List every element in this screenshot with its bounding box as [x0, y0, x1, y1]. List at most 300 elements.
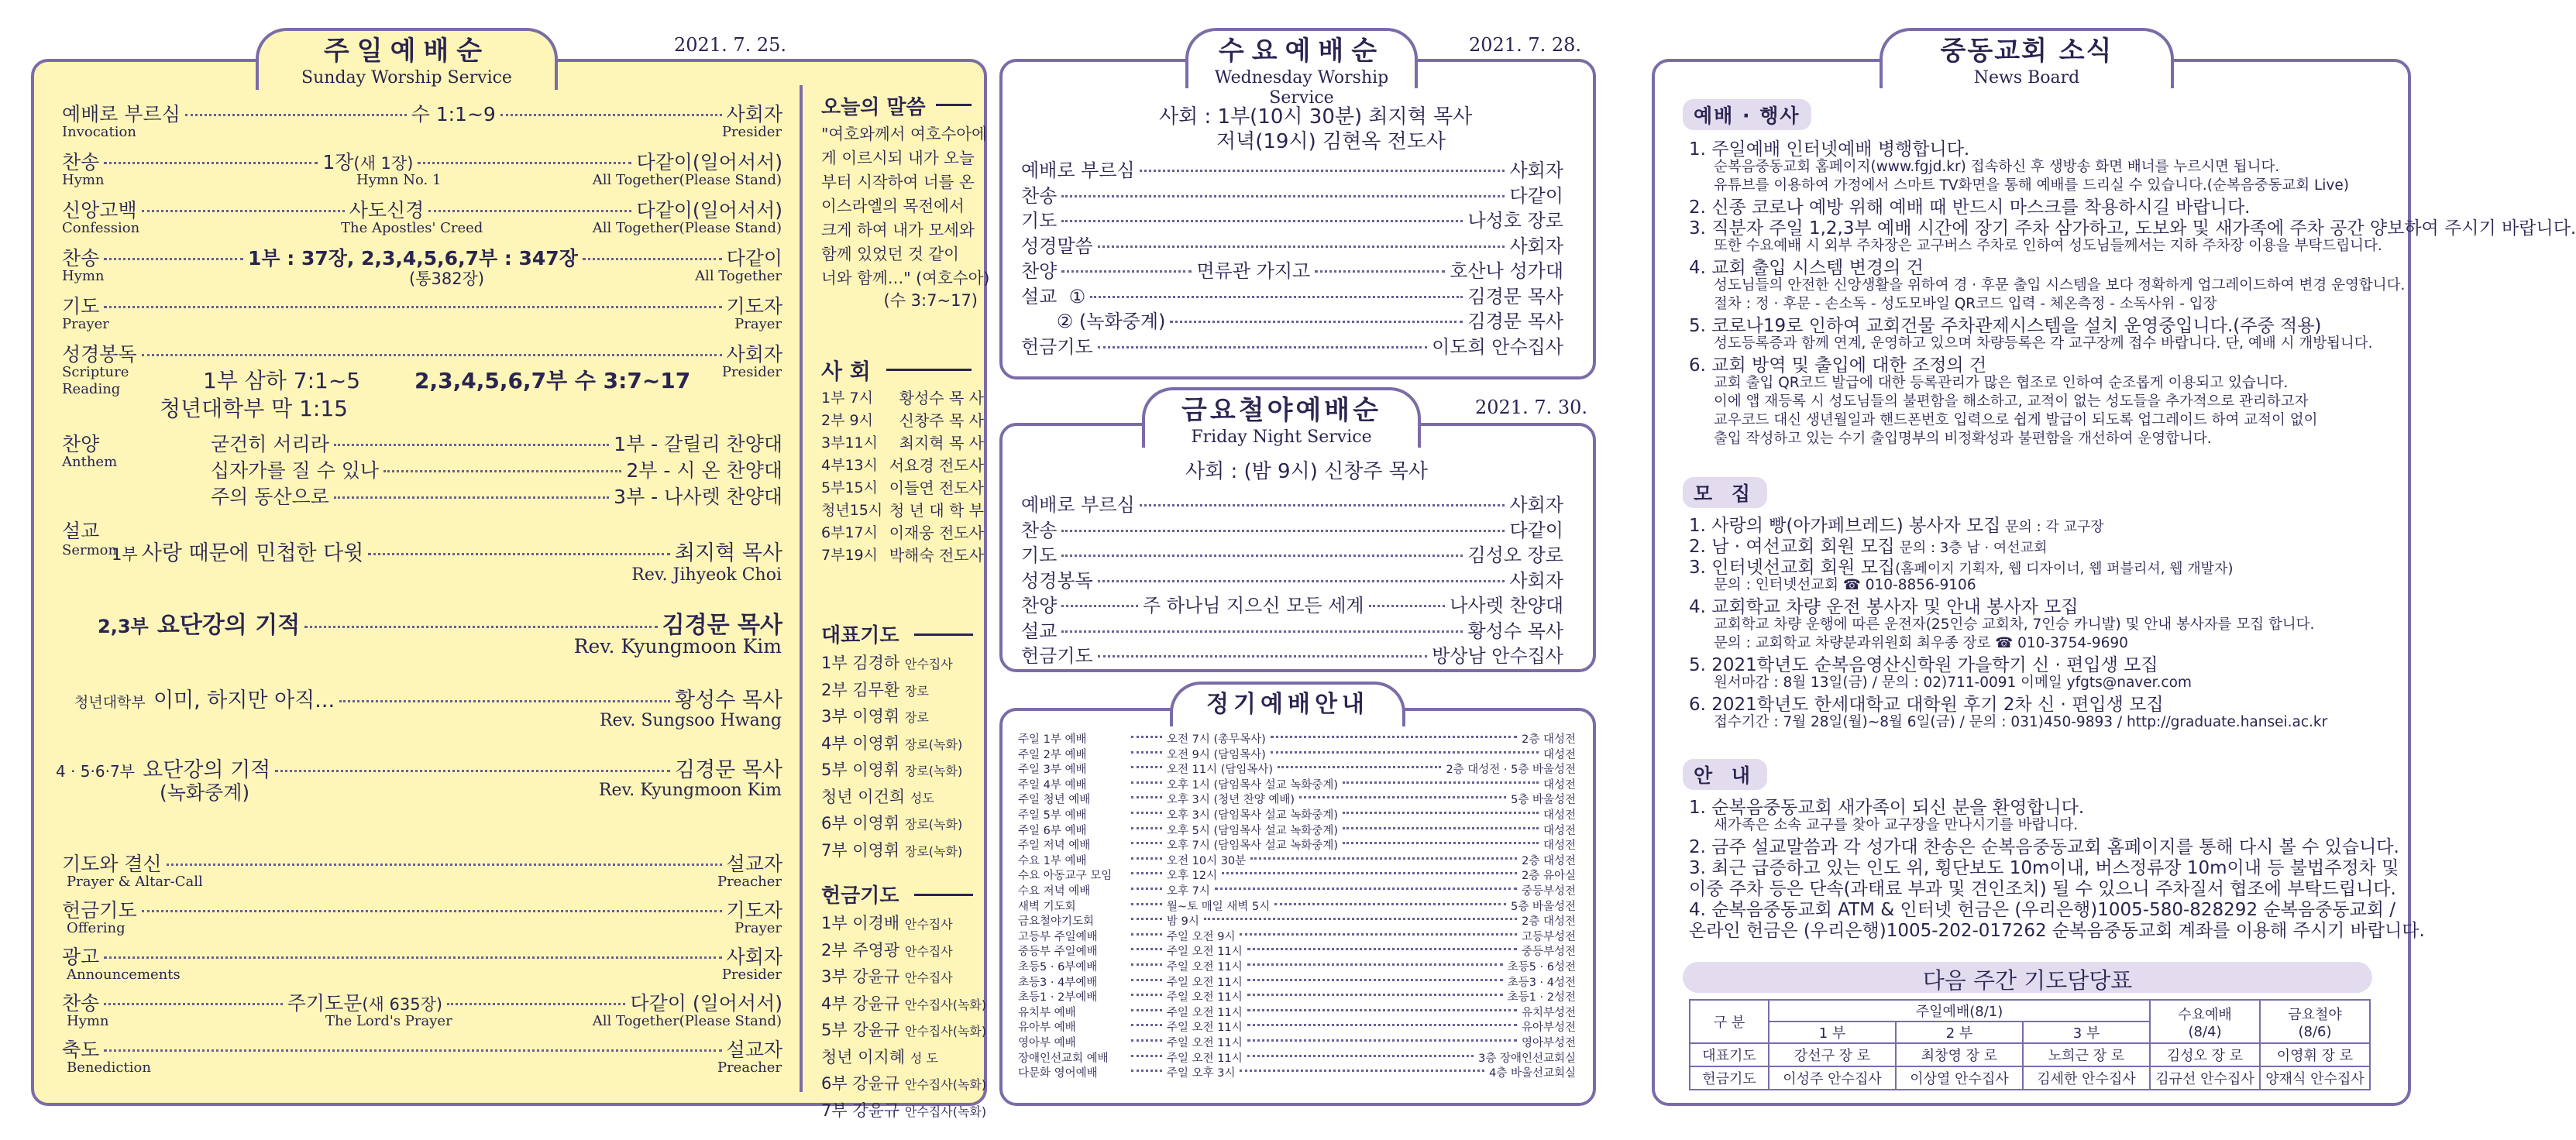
- mc-name: 황성수 목 사: [899, 389, 984, 407]
- rep-prayer-row: [821, 838, 988, 865]
- prayer-role: 안수집사(녹화): [904, 1024, 987, 1039]
- schedule-cell: 이영휘 장 로: [2260, 1043, 2370, 1066]
- prayer-role: 성도: [910, 790, 934, 805]
- rep-prayer-list: [821, 651, 988, 864]
- sunday-divider: [800, 85, 803, 1092]
- sermon-broadcast-note: (녹화중계): [160, 781, 250, 804]
- dot-leader: [1131, 842, 1162, 844]
- news-item-detail: 교회 출입 QR코드 발급에 대한 등록관리가 많은 협조로 인하여 순조롭게 이용되고 있습니다.: [1714, 375, 2289, 391]
- dot-leader: [1131, 979, 1162, 981]
- prayer-role: 장로(녹화): [904, 764, 963, 778]
- prayer-name: 강윤규: [852, 1074, 900, 1093]
- dot-leader: [1098, 346, 1427, 349]
- anthem-row-2: [211, 455, 782, 483]
- sermon-en: Sermon: [62, 542, 118, 558]
- regular-service-row: [1018, 733, 1576, 748]
- news-item-detail: 문의 : 인터넷선교회 ☎ 010-8856-9106: [1714, 577, 1976, 593]
- friday-mc: 사회 : (밤 9시) 신창주 목사: [1185, 460, 1428, 483]
- service-time: 주일 오전 11시: [1167, 1052, 1243, 1065]
- order-role: 다같이 (일어서서): [630, 992, 782, 1015]
- schedule-cell: 이상열 안수집사: [1896, 1066, 2023, 1090]
- todays-word-line: "여호와께서 여호수아에: [821, 125, 987, 143]
- order-label: 찬송: [1021, 184, 1058, 207]
- prayer-role: 안수집사: [904, 970, 953, 985]
- prayer-role: 안수집사: [904, 943, 953, 959]
- dot-leader: [583, 258, 722, 260]
- order-role: 기도자: [726, 899, 782, 922]
- order-offering: [62, 895, 782, 923]
- section-label-recruit: 모 집: [1683, 477, 1767, 508]
- title-rule: [914, 634, 973, 636]
- prayer-name: 강윤규: [852, 994, 900, 1013]
- prayer-role: 안수집사(녹화): [904, 1077, 987, 1092]
- order-label: 찬송: [62, 247, 100, 270]
- service-time: 주일 오전 11시: [1167, 1022, 1243, 1035]
- sunday-date: 2021. 7. 25.: [674, 34, 787, 56]
- sunday-subtitle: Sunday Worship Service: [301, 68, 512, 88]
- order-role: 황성수 목사: [1467, 620, 1563, 642]
- schedule-title: 다음 주간 기도담당표: [1922, 967, 2133, 994]
- scripture-part2: 2,3,4,5,6,7부 수 3:7~17: [414, 368, 691, 393]
- prayer-part: 4부: [821, 733, 848, 753]
- regular-service-row: [1018, 884, 1576, 900]
- service-time: 주일 오전 11시: [1167, 991, 1243, 1004]
- service-time: 오후 12시: [1167, 870, 1218, 883]
- service-name: 다문화 영어예배: [1018, 1067, 1098, 1080]
- order-role-en: All Together(Please Stand): [592, 220, 782, 236]
- dot-leader: [1061, 530, 1505, 532]
- fri-order-row: [1021, 640, 1563, 668]
- wednesday-mc-2: 저녁(19시) 김현옥 전도사: [1216, 130, 1446, 153]
- wednesday-title: 수요예배순: [1218, 36, 1385, 67]
- news-item-text: 4. 순복음중동교회 ATM & 인터넷 헌금은 (우리은행)1005-580-828292 순복음중동교회 /: [1689, 900, 2395, 920]
- news-item-text: 온라인 헌금은 (우리은행)1005-202-017262 순복음중동교회 계좌를 이용해 주시기 바랍니다.: [1689, 921, 2425, 941]
- service-name: 수요 1부 예배: [1018, 854, 1087, 867]
- dot-leader: [104, 306, 721, 308]
- order-label: 신앙고백: [62, 199, 137, 221]
- mc-title: 사 회: [821, 359, 871, 384]
- sermon-pastor-en: Rev. Sungsoo Hwang: [599, 711, 782, 730]
- order-en: Announcements: [67, 967, 181, 983]
- order-label: 찬양: [1021, 260, 1058, 282]
- prayer-name: 이지혜: [858, 1047, 906, 1066]
- order-role: 사회자: [726, 103, 782, 125]
- mc-row: [821, 387, 984, 410]
- schedule-cell: 이성주 안수집사: [1769, 1066, 1896, 1090]
- schedule-part: 2 부: [1896, 1022, 2023, 1043]
- news-item-detail: 성도등록증과 함께 연계, 운영하고 있으며 차량등록은 각 교구장께 접수 바랍니다. 단, 예배 시 개방됩니다.: [1714, 335, 2373, 352]
- wednesday-subtitle: Wednesday Worship Service: [1214, 68, 1389, 108]
- dot-leader: [1240, 1070, 1484, 1072]
- order-text-sub: (새 635장): [362, 995, 443, 1014]
- regular-service-row: [1018, 1066, 1576, 1082]
- service-name: 영아부 예배: [1018, 1037, 1076, 1049]
- dot-leader: [1061, 605, 1138, 607]
- prayer-role: 장로(녹화): [904, 817, 963, 832]
- offering-prayer-row: [821, 1098, 988, 1125]
- order-label: 기도: [62, 295, 100, 318]
- service-name: 새벽 기도회: [1018, 900, 1076, 913]
- prayer-part: 7부: [821, 840, 848, 860]
- service-name: 주일 3부 예배: [1018, 764, 1087, 777]
- order-role: 설교자: [726, 1039, 782, 1061]
- mc-time: 1부 7시: [821, 390, 873, 407]
- prayer-name: 이영휘: [852, 840, 900, 860]
- dot-leader: [1098, 246, 1505, 248]
- news-item-detail: 교우코드 대신 생년월일과 핸드폰번호 입력으로 쉽게 발급이 되도록 업그레이드 하여 교적이 없이: [1714, 412, 2318, 428]
- dot-leader: [1131, 766, 1162, 768]
- order-lords-prayer: [62, 988, 782, 1016]
- sermon-title: 이미, 하지만 아직...: [153, 688, 335, 712]
- prayer-name: 강윤규: [852, 1021, 900, 1039]
- service-place: 유치부성전: [1521, 1006, 1576, 1019]
- service-place: 3층 장애인선교회실: [1478, 1052, 1576, 1065]
- order-hymn1: [62, 147, 782, 175]
- regular-service-row: [1018, 809, 1576, 824]
- dot-leader: [1061, 270, 1192, 273]
- service-name: 주일 6부 예배: [1018, 824, 1087, 837]
- order-label: 설교 ①: [1021, 285, 1086, 307]
- schedule-header-fri: [2260, 1000, 2370, 1043]
- regular-service-row: [1018, 960, 1576, 976]
- order-role: 김경문 목사: [1467, 285, 1563, 307]
- prayer-role: 성 도: [910, 1050, 938, 1066]
- dot-leader: [1131, 948, 1162, 950]
- dot-leader: [1131, 1024, 1162, 1026]
- order-label: 찬송: [62, 151, 100, 173]
- prayer-part: 6부: [821, 814, 848, 833]
- regular-service-row: [1018, 763, 1576, 778]
- dot-leader: [1240, 933, 1516, 936]
- dot-leader: [1369, 605, 1446, 607]
- service-time: 주일 오전 11시: [1167, 976, 1243, 989]
- prayer-part: 4부: [821, 994, 848, 1013]
- order-text: 1부 : 37장, 2,3,4,5,6,7부 : 347장: [248, 247, 578, 270]
- service-time: 주일 오전 11시: [1167, 946, 1243, 959]
- service-time: 오후 1시 (담임목사 설교 녹화중계): [1167, 778, 1339, 791]
- dot-leader: [104, 258, 243, 260]
- order-text: 수 1:1~9: [411, 103, 496, 125]
- dot-leader: [142, 354, 722, 356]
- dot-leader: [1131, 796, 1162, 798]
- regular-service-row: [1018, 900, 1576, 915]
- mc-name: 신창주 목 사: [899, 411, 984, 430]
- order-role: 기도자: [726, 295, 782, 318]
- offering-prayer-title: 헌금기도: [821, 884, 899, 908]
- dot-leader: [418, 162, 631, 164]
- news-item-detail: 또한 수요예배 시 외부 주차장은 교구버스 주차로 인하여 성도님들께서는 지하 주차장 이용을 부탁드립니다.: [1714, 238, 2382, 254]
- offering-prayer-row: [821, 1071, 988, 1098]
- sermon-pastor-en: Rev. Kyungmoon Kim: [598, 781, 782, 800]
- schedule-wed-date: (8/4): [2188, 1023, 2222, 1040]
- prayer-role: 장로(녹화): [904, 737, 963, 752]
- service-name: 수요 저녁 예배: [1018, 885, 1091, 898]
- prayer-part: 1부: [821, 914, 848, 932]
- order-en: Benediction: [67, 1059, 151, 1076]
- order-role-en: Presider: [721, 364, 782, 380]
- order-label: 성경봉독: [62, 343, 137, 366]
- order-label: 기도: [1021, 210, 1058, 232]
- prayer-name: 이영휘: [852, 733, 900, 753]
- service-time: 오후 3시 (담임목사 설교 녹화중계): [1167, 809, 1339, 822]
- service-place: 대성전: [1543, 778, 1576, 791]
- offering-prayer-row: [821, 1018, 988, 1045]
- dot-leader: [1131, 736, 1162, 738]
- prayer-role: 장로(녹화): [904, 843, 963, 859]
- prayer-name: 강윤규: [852, 1101, 900, 1120]
- service-place: 대성전: [1543, 840, 1576, 853]
- order-role: 사회자: [726, 946, 782, 968]
- rep-prayer-row: [821, 731, 988, 758]
- sermon-title: 요단강의 기적: [156, 612, 301, 639]
- news-item-detail: 출입 작성하고 있는 수기 출입명부의 비정확성과 불편함을 개선하여 운영합니다.: [1714, 431, 2212, 447]
- service-name: 주일 청년 예배: [1018, 794, 1091, 807]
- news-item-text: 1. 주일예배 인터넷예배 병행합니다.: [1689, 139, 1970, 160]
- friday-title-tab: [1142, 387, 1421, 448]
- order-role: 사회자: [1509, 569, 1563, 592]
- service-name: 주일 저녁 예배: [1018, 840, 1091, 853]
- dot-leader: [1170, 321, 1463, 323]
- news-item-text: 3. 최근 급증하고 있는 인도 위, 횡단보도 10m이내, 버스정류장 10m이내 등 불법주정차 및: [1689, 858, 2399, 878]
- dot-leader: [500, 114, 722, 116]
- mc-name: 청 년 대 학 부: [889, 501, 984, 520]
- service-name: 초등1 · 2부예배: [1018, 991, 1098, 1004]
- order-creed: [62, 195, 782, 223]
- dot-leader: [447, 1003, 625, 1005]
- order-role: 사회자: [1509, 494, 1563, 516]
- order-role-en: All Together(Please Stand): [592, 1013, 782, 1029]
- service-place: 대성전: [1543, 748, 1576, 761]
- prayer-name: 강윤규: [852, 967, 900, 986]
- dot-leader: [1131, 1055, 1162, 1057]
- dot-leader: [334, 444, 609, 446]
- service-place: 중등부성전: [1521, 946, 1576, 959]
- service-time: 오후 3시 (청년 찬양 예배): [1167, 794, 1295, 807]
- news-item-text: 2. 남 · 여선교회 회원 모집: [1689, 537, 1895, 557]
- order-role: 사회자: [1509, 235, 1563, 257]
- dot-leader: [1343, 827, 1539, 829]
- prayer-part: 청년: [821, 1047, 853, 1066]
- order-role: 다같이: [1509, 519, 1563, 541]
- dot-leader: [1131, 918, 1162, 920]
- mc-row: [821, 500, 984, 522]
- mc-time: 2부 9시: [821, 412, 873, 429]
- order-en: Confession: [62, 220, 140, 236]
- prayer-name: 이영휘: [852, 707, 900, 726]
- dot-leader: [142, 210, 345, 212]
- dot-leader: [1131, 1039, 1162, 1042]
- schedule-cell: 강선구 장 로: [1769, 1043, 1896, 1066]
- friday-subtitle: Friday Night Service: [1191, 428, 1372, 447]
- prayer-role: 안수집사: [904, 917, 953, 932]
- order-text: 1장: [322, 151, 354, 173]
- rep-prayer-title: 대표기도: [821, 624, 899, 647]
- scripture-part1: 1부 삼하 7:1~5: [203, 368, 361, 393]
- wed-order-row: [1021, 331, 1563, 359]
- mc-row: [821, 410, 984, 432]
- order-en: Scripture: [62, 364, 129, 380]
- news-item-text: 4. 교회 출입 시스템 변경의 건: [1689, 258, 1924, 278]
- sermon-pastor-en: Rev. Jihyeok Choi: [631, 565, 782, 585]
- dot-leader: [1131, 872, 1162, 874]
- order-role: 사회자: [1509, 160, 1563, 181]
- section-label-events: 예배 · 행사: [1683, 99, 1811, 130]
- news-item-text: 6. 교회 방역 및 출입에 대한 조정의 건: [1689, 355, 1987, 376]
- regular-service-row: [1018, 824, 1576, 840]
- prayer-role: 안수집사: [904, 657, 953, 671]
- dot-leader: [1131, 888, 1162, 890]
- wednesday-mc-1: 사회 : 1부(10시 30분) 최지혁 목사: [1159, 105, 1473, 129]
- order-label: 예배로 부르심: [1021, 160, 1135, 181]
- todays-word-line: 부터 시작하여 너를 온: [821, 173, 975, 191]
- sermon-part: 청년대학부: [74, 694, 146, 711]
- order-text-sub: (통382장): [409, 270, 485, 288]
- fri-order-row: [1021, 515, 1563, 542]
- news-item-text: 3. 직분자 주일 1,2,3부 예배 시간에 장기 주차 삼가하고, 도보와 및 새가족에 주차 공간 양보하여 주시기 바랍니다.: [1689, 218, 2576, 239]
- news-item-detail: 절차 : 정 · 후문 - 손소독 - 성도모바일 QR코드 입력 - 체온측정 - 소독사위 - 입장: [1714, 296, 2217, 312]
- dot-leader: [1131, 1070, 1162, 1072]
- dot-leader: [275, 770, 670, 772]
- todays-word-line: 크게 하여 내가 모세와: [821, 221, 975, 239]
- sunday-title-tab: [256, 28, 558, 90]
- mc-time: 7부19시: [821, 547, 878, 564]
- order-text-en: The Lord's Prayer: [325, 1013, 452, 1029]
- order-en: Invocation: [62, 124, 136, 140]
- service-place: 5층 바울성전: [1511, 900, 1576, 913]
- dot-leader: [1343, 842, 1539, 844]
- service-time: 오전 9시 (담임목사): [1167, 748, 1266, 761]
- news-subtitle: News Board: [1973, 68, 2080, 88]
- service-name: 중등부 주일예배: [1018, 946, 1098, 959]
- dot-leader: [1247, 1039, 1517, 1042]
- order-label: 광고: [62, 946, 100, 968]
- dot-leader: [1250, 857, 1517, 860]
- news-item-detail: 성도님들의 안전한 신앙생활을 위하여 경 · 후문 출입 시스템을 보다 정확하게 업그레이드하여 변경 운영합니다.: [1714, 277, 2406, 294]
- order-label: 찬양: [1021, 595, 1058, 616]
- prayer-name: 이경배: [852, 914, 900, 932]
- service-name: 초등5 · 6부예배: [1018, 961, 1098, 973]
- dot-leader: [1131, 963, 1162, 966]
- news-item-text: 6. 2021학년도 한세대학교 대학원 후기 2차 신 · 편입생 모집: [1689, 695, 2164, 715]
- order-text: 주기도문: [287, 992, 363, 1015]
- dot-leader: [142, 910, 722, 912]
- order-role: 김경문 목사: [1467, 311, 1563, 332]
- dot-leader: [1061, 195, 1505, 197]
- schedule-fri-label: 금요철야: [2288, 1006, 2342, 1023]
- service-place: 2층 대성전: [1522, 854, 1576, 867]
- order-label: 예배로 부르심: [1021, 494, 1135, 516]
- news-item-detail: 새가족은 소속 교구를 찾아 교구장을 만나시기를 바랍니다.: [1714, 817, 2079, 833]
- service-name: 주일 4부 예배: [1018, 778, 1087, 791]
- news-item-detail: 접수기간 : 7월 28일(월)~8월 6일(금) / 문의 : 031)450-9893 / http://graduate.hansei.ac.kr: [1714, 714, 2328, 730]
- sermon-pastor-en: Rev. Kyungmoon Kim: [573, 635, 782, 658]
- service-place: 고등부성전: [1521, 930, 1576, 943]
- order-role-en: All Together(Please Stand): [592, 172, 782, 188]
- order-en: Prayer & Altar-Call: [67, 874, 203, 890]
- schedule-cell: 노희근 장 로: [2023, 1043, 2150, 1066]
- sermon-pastor: 최지혁 목사: [675, 541, 782, 565]
- dot-leader: [1131, 781, 1162, 784]
- service-place: 영아부성전: [1521, 1037, 1576, 1049]
- section-label-guide: 안 내: [1683, 759, 1767, 790]
- order-announcements: [62, 942, 782, 970]
- offering-prayer-row: [821, 938, 988, 965]
- regular-service-row: [1018, 1036, 1576, 1052]
- order-en: Offering: [67, 920, 126, 936]
- order-prayer: [62, 291, 782, 319]
- service-place: 초등3 · 4성전: [1507, 976, 1576, 989]
- anthem-choir: 2부 - 시 온 찬양대: [626, 459, 782, 482]
- regular-services-title-tab: [1170, 682, 1405, 726]
- prayer-part: 5부: [821, 1021, 848, 1039]
- service-time: 밤 9시: [1167, 915, 1199, 929]
- news-title-tab: [1880, 28, 2174, 88]
- dot-leader: [1131, 903, 1162, 905]
- news-item-text: 2. 금주 설교말씀과 각 성가대 찬송은 순복음중동교회 홈페이지를 통해 다시 볼 수 있습니다.: [1689, 837, 2399, 857]
- title-rule: [936, 104, 972, 106]
- anthem-row-1: [211, 429, 782, 457]
- news-item-detail: 원서마감 : 8월 13일(금) / 문의 : 02)711-0091 이메일 yfgts@naver.com: [1714, 675, 2192, 691]
- order-text-en: The Apostles' Creed: [341, 220, 483, 236]
- mc-name: 이들연 전도사: [889, 479, 984, 497]
- wed-order-row: [1021, 306, 1563, 333]
- service-place: 초등5 · 6성전: [1507, 961, 1576, 973]
- order-role-en: Prayer: [734, 920, 782, 936]
- service-place: 대성전: [1543, 809, 1576, 822]
- sermon-row-1: [112, 536, 782, 566]
- dot-leader: [1247, 1055, 1474, 1057]
- service-name: 주일 5부 예배: [1018, 809, 1087, 822]
- prayer-part: 6부: [821, 1074, 848, 1093]
- order-role: 이도희 안수집사: [1432, 335, 1563, 358]
- dot-leader: [1247, 1024, 1517, 1026]
- offering-prayer-row: [821, 991, 988, 1018]
- dot-leader: [185, 114, 407, 116]
- schedule-header-sunday: 주일예배(8/1): [1769, 1000, 2150, 1022]
- anthem-row-3: [211, 482, 782, 510]
- title-rule: [886, 369, 972, 371]
- schedule-part: 3 부: [2023, 1022, 2150, 1043]
- service-time: 주일 오전 11시: [1167, 1006, 1243, 1019]
- order-role: 다같이: [726, 247, 783, 270]
- dot-leader: [1343, 812, 1539, 814]
- order-label: 예배로 부르심: [62, 103, 181, 125]
- wed-order-row: [1021, 231, 1563, 258]
- prayer-name: 주영광: [852, 940, 900, 960]
- news-item-detail: 문의 : 교회학교 차량분과위원회 최우종 장로 ☎ 010-3754-9690: [1714, 635, 2128, 651]
- order-role-en: Presider: [721, 967, 782, 983]
- news-item-text: 4. 교회학교 차량 운전 봉사자 및 안내 봉사자 모집: [1689, 597, 2079, 617]
- fri-order-row: [1021, 616, 1563, 643]
- service-name: 수요 아동교구 모임: [1018, 870, 1113, 883]
- order-text: 사도신경: [349, 199, 425, 221]
- dot-leader: [304, 626, 657, 628]
- mc-time: 6부17시: [821, 524, 878, 541]
- order-label: 헌금기도: [1021, 335, 1093, 358]
- service-place: 4층 바울선교회실: [1489, 1067, 1576, 1080]
- order-role-en: All Together: [695, 268, 782, 284]
- prayer-role: 장로: [904, 683, 929, 699]
- order-label: 기도와 결신: [62, 853, 162, 875]
- regular-service-row: [1018, 1052, 1576, 1067]
- prayer-part: 3부: [821, 707, 848, 726]
- mc-row: [821, 455, 984, 477]
- service-time: 오전 11시 (담임목사): [1167, 764, 1274, 777]
- anthem-choir: 1부 - 갈릴리 찬양대: [614, 433, 782, 455]
- order-role: 호산나 성가대: [1450, 260, 1563, 282]
- sermon-part: 2,3부: [98, 616, 149, 637]
- order-role: 설교자: [726, 853, 782, 875]
